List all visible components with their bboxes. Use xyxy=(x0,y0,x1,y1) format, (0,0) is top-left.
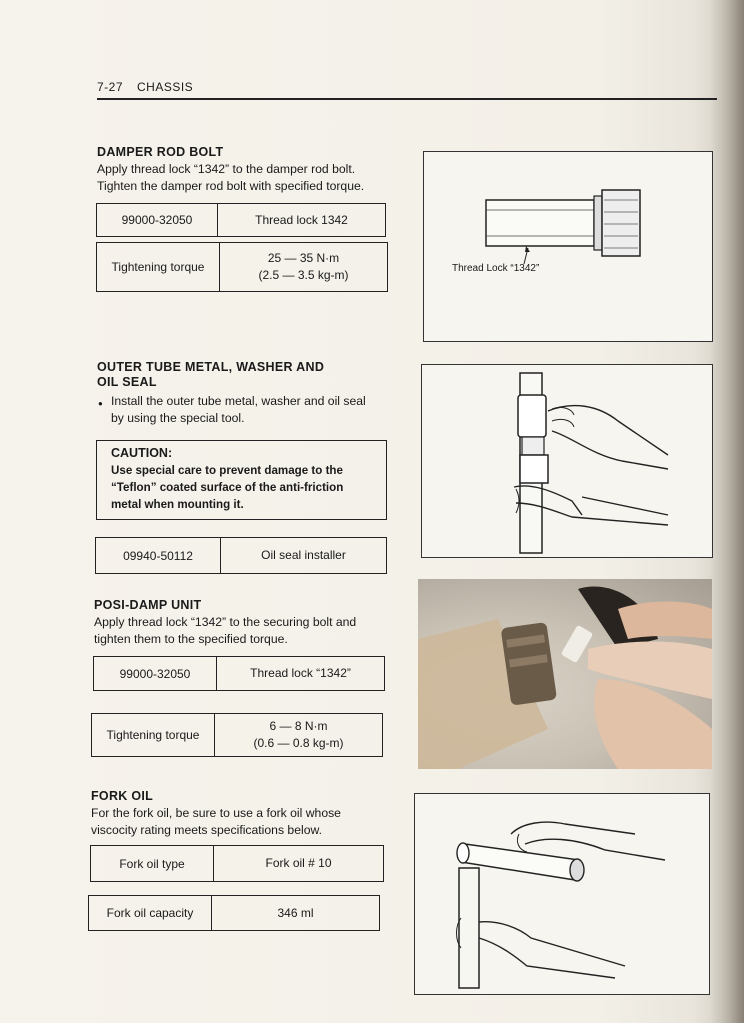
section-title: CHASSIS xyxy=(137,80,194,94)
outer-title-line1: OUTER TUBE METAL, WASHER AND xyxy=(97,360,325,374)
posi-line1: Apply thread lock “1342” to the securing bolt and xyxy=(94,615,357,629)
posi-title: POSI-DAMP UNIT xyxy=(94,598,202,612)
outer-tool-name: Oil seal installer xyxy=(261,548,346,562)
caution-box xyxy=(96,440,387,520)
page-number: 7-27 xyxy=(97,80,124,94)
damper-torque-label: Tightening torque xyxy=(97,243,220,291)
oil-seal-installer-drawing xyxy=(422,365,714,559)
fork-type-value: Fork oil # 10 xyxy=(265,856,332,870)
outer-bullet-line1: ● Install the outer tube metal, washer and oil seal xyxy=(111,393,366,410)
thread-lock-label: Thread Lock “1342” xyxy=(452,263,540,274)
outer-tool-table xyxy=(95,537,387,574)
outer-tool-number: 09940-50112 xyxy=(96,538,221,573)
fork-capacity-value: 346 ml xyxy=(277,905,314,920)
fork-line1: For the fork oil, be sure to use a fork oil whose xyxy=(91,806,341,820)
caution-line2: “Teflon” coated surface of the anti-friction xyxy=(111,481,344,494)
damper-torque-kgm: (2.5 — 3.5 kg-m) xyxy=(258,268,349,282)
page-header xyxy=(97,80,717,100)
damper-part-table xyxy=(96,203,386,237)
fork-oil-figure xyxy=(414,793,710,995)
damper-line2: Tighten the damper rod bolt with specified torque. xyxy=(97,179,365,193)
page-edge-shadow xyxy=(710,0,744,1023)
fork-type-label: Fork oil type xyxy=(91,846,214,881)
outer-bullet-line2: by using the special tool. xyxy=(111,411,245,425)
posi-damp-photo-art xyxy=(418,579,712,769)
posi-line2: tighten them to the specified torque. xyxy=(94,632,288,646)
posi-damp-photo xyxy=(418,579,712,769)
posi-part-number: 99000-32050 xyxy=(94,657,217,690)
fork-oil-drawing xyxy=(415,794,711,996)
fork-capacity-label: Fork oil capacity xyxy=(89,896,212,930)
damper-part-name: Thread lock 1342 xyxy=(255,212,348,227)
posi-part-name: Thread lock “1342” xyxy=(250,666,351,680)
damper-bolt-figure xyxy=(423,151,713,342)
posi-torque-table xyxy=(91,713,383,757)
damper-bolt-drawing xyxy=(424,152,714,343)
caution-title: CAUTION: xyxy=(111,446,173,460)
caution-line3: metal when mounting it. xyxy=(111,498,244,511)
damper-line1: Apply thread lock “1342” to the damper rod bolt. xyxy=(97,162,356,176)
posi-torque-kgm: (0.6 — 0.8 kg-m) xyxy=(253,736,344,750)
posi-torque-nm: 6 — 8 N·m xyxy=(269,719,328,733)
damper-part-number: 99000-32050 xyxy=(97,204,218,236)
fork-title: FORK OIL xyxy=(91,789,154,803)
outer-title-line2: OIL SEAL xyxy=(97,375,157,389)
damper-torque-table xyxy=(96,242,388,292)
fork-line2: viscocity rating meets specifications below. xyxy=(91,823,322,837)
posi-torque-label: Tightening torque xyxy=(92,714,215,756)
fork-capacity-table xyxy=(88,895,380,931)
fork-type-table xyxy=(90,845,384,882)
caution-line1: Use special care to prevent damage to the xyxy=(111,464,343,477)
posi-part-table xyxy=(93,656,385,691)
oil-seal-installer-figure xyxy=(421,364,713,558)
damper-title: DAMPER ROD BOLT xyxy=(97,145,224,159)
damper-torque-nm: 25 — 35 N·m xyxy=(267,251,340,265)
